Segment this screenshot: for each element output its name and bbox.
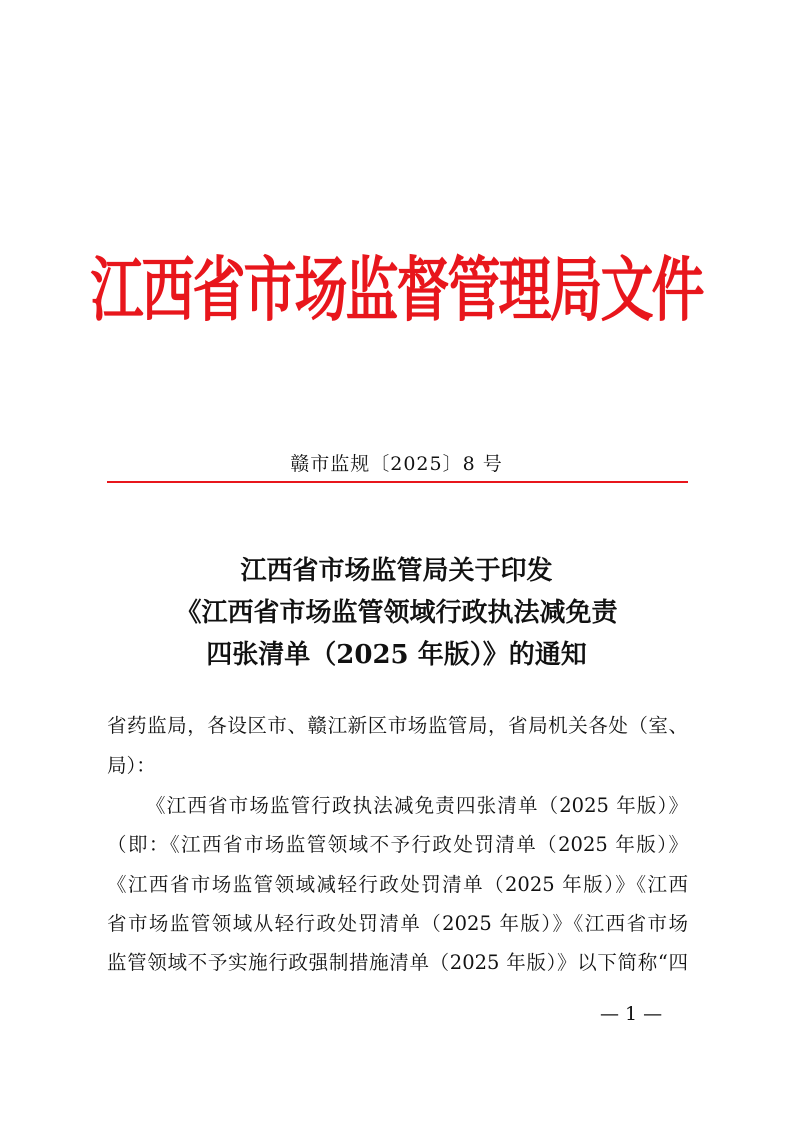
document-title-line-2: 《江西省市场监管领域行政执法减免责 bbox=[175, 598, 618, 628]
body-paragraph-line: （即：《江西省市场监管领域不予行政处罚清单（2025 年版）》 bbox=[107, 833, 688, 856]
addressee-line-1: 省药监局，各设区市、赣江新区市场监管局，省局机关各处（室、 bbox=[107, 714, 688, 737]
addressee-line-2: 局）： bbox=[107, 754, 156, 777]
document-number: 赣市监规〔2025〕8 号 bbox=[290, 453, 503, 475]
body-paragraph-line: 省市场监管领域从轻行政处罚清单（2025 年版）》《江西省市场 bbox=[107, 912, 688, 935]
red-divider-line bbox=[107, 481, 688, 483]
issuing-authority-header: 江西省市场监督管理局文件 bbox=[90, 250, 703, 332]
body-paragraph-line: 监管领域不予实施行政强制措施清单（2025 年版）》以下简称“四 bbox=[107, 951, 688, 974]
page-number: — 1 — bbox=[600, 1003, 663, 1025]
document-title-line-1: 江西省市场监管局关于印发 bbox=[240, 556, 553, 586]
document-title-line-3: 四张清单（2025 年版）》的通知 bbox=[206, 640, 587, 670]
body-paragraph-line: 《江西省市场监管领域减轻行政处罚清单（2025 年版）》《江西 bbox=[107, 873, 688, 896]
body-paragraph-line: 《江西省市场监管行政执法减免责四张清单（2025 年版）》 bbox=[146, 794, 688, 817]
